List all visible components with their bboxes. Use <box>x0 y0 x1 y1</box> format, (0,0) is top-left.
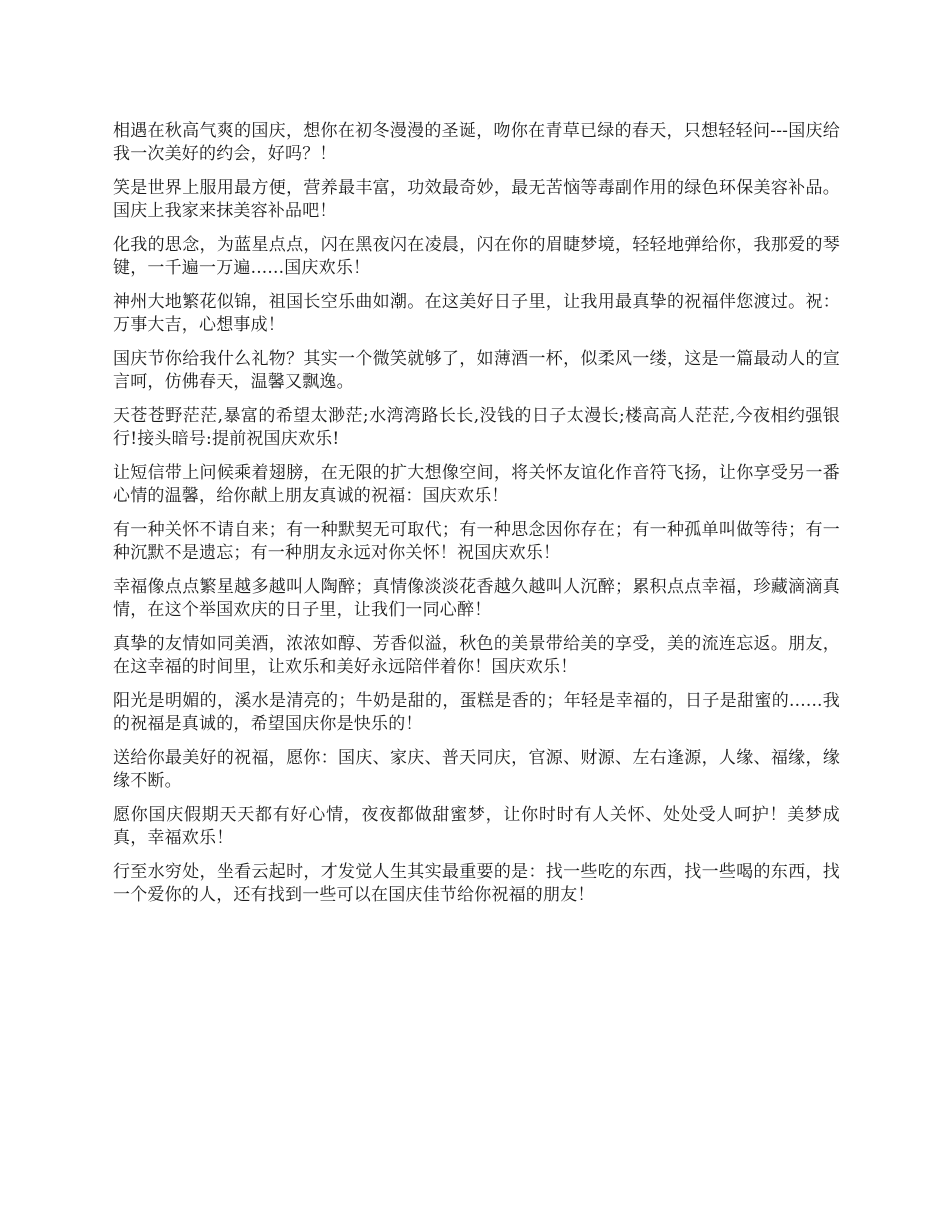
paragraph-13: 愿你国庆假期天天都有好心情，夜夜都做甜蜜梦，让你时时有人关怀、处处受人呵护！美梦成真，幸福欢乐！ <box>113 805 840 848</box>
paragraph-4: 神州大地繁花似锦，祖国长空乐曲如潮。在这美好日子里，让我用最真挚的祝福伴您渡过。祝：万事大吉，心想事成！ <box>113 292 840 335</box>
paragraph-3: 化我的思念，为蓝星点点，闪在黑夜闪在凌晨，闪在你的眉睫梦境，轻轻地弹给你，我那爱的琴键，一千遍一万遍......国庆欢乐！ <box>113 235 840 278</box>
paragraph-7: 让短信带上问候乘着翅膀，在无限的扩大想像空间，将关怀友谊化作音符飞扬，让你享受另一番心情的温馨，给你献上朋友真诚的祝福：国庆欢乐！ <box>113 463 840 506</box>
paragraph-14: 行至水穷处，坐看云起时，才发觉人生其实最重要的是：找一些吃的东西，找一些喝的东西，找一个爱你的人，还有找到一些可以在国庆佳节给你祝福的朋友！ <box>113 862 840 905</box>
paragraph-6: 天苍苍野茫茫,暴富的希望太渺茫;水湾湾路长长,没钱的日子太漫长;楼高高人茫茫,今夜相约强银行!接头暗号:提前祝国庆欢乐! <box>113 406 840 449</box>
paragraph-5: 国庆节你给我什么礼物？其实一个微笑就够了，如薄酒一杯，似柔风一缕，这是一篇最动人的宣言呵，仿佛春天，温馨又飘逸。 <box>113 349 840 392</box>
paragraph-11: 阳光是明媚的，溪水是清亮的；牛奶是甜的，蛋糕是香的；年轻是幸福的，日子是甜蜜的......我的祝福是真诚的，希望国庆你是快乐的！ <box>113 691 840 734</box>
document-body <box>113 120 840 918</box>
paragraph-10: 真挚的友情如同美酒，浓浓如醇、芳香似溢，秋色的美景带给美的享受，美的流连忘返。朋友，在这幸福的时间里，让欢乐和美好永远陪伴着你！国庆欢乐！ <box>113 634 840 677</box>
paragraph-8: 有一种关怀不请自来；有一种默契无可取代；有一种思念因你存在；有一种孤单叫做等待；有一种沉默不是遗忘；有一种朋友永远对你关怀！祝国庆欢乐！ <box>113 520 840 563</box>
paragraph-1: 相遇在秋高气爽的国庆，想你在初冬漫漫的圣诞，吻你在青草已绿的春天，只想轻轻问---国庆给我一次美好的约会，好吗？！ <box>113 121 840 164</box>
paragraph-9: 幸福像点点繁星越多越叫人陶醉；真情像淡淡花香越久越叫人沉醉；累积点点幸福，珍藏滴滴真情，在这个举国欢庆的日子里，让我们一同心醉！ <box>113 577 840 620</box>
paragraph-2: 笑是世界上服用最方便，营养最丰富，功效最奇妙，最无苦恼等毒副作用的绿色环保美容补品。国庆上我家来抹美容补品吧！ <box>113 178 840 221</box>
paragraph-12: 送给你最美好的祝福，愿你：国庆、家庆、普天同庆，官源、财源、左右逢源，人缘、福缘，缘缘不断。 <box>113 748 840 791</box>
